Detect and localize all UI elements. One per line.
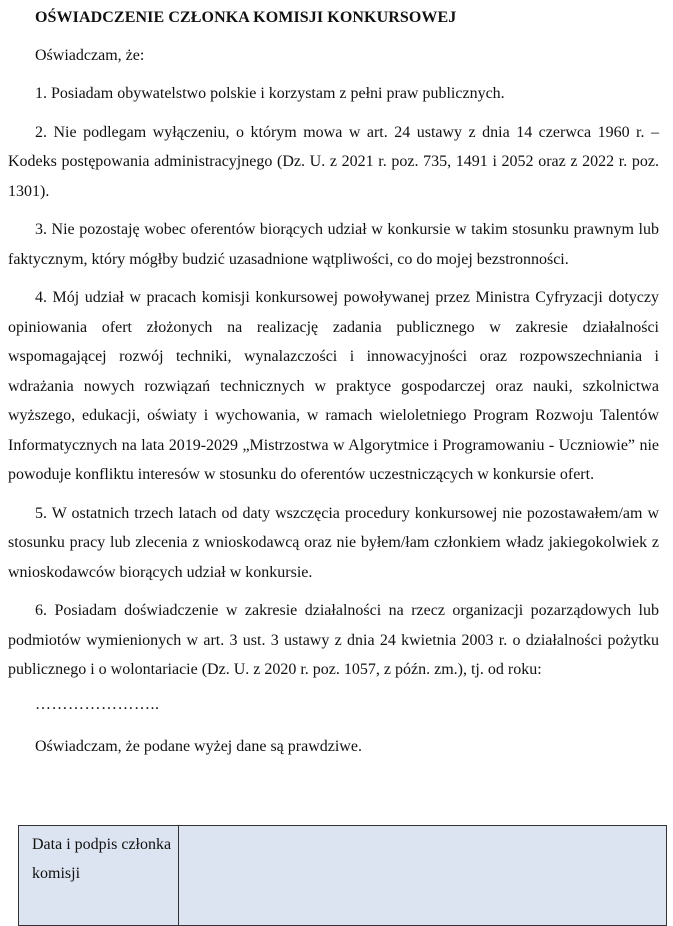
paragraph-5: 5. W ostatnich trzech latach od daty wszczęcia procedury konkursowej nie pozostawałem/am w stosunku pracy lub zlecenia z wnioskodawcą oraz nie byłem/łam członkiem władz jakiegokolwiek z wnioskodawców biorących udział w konkursie. bbox=[8, 504, 659, 581]
declaration-document bbox=[8, 0, 659, 757]
signature-label: Data i podpis członka komisji bbox=[19, 826, 179, 926]
paragraph-3: 3. Nie pozostaję wobec oferentów biorących udział w konkursie w takim stosunku prawnym lub faktycznym, który mógłby budzić uzasadnione wątpliwości, co do mojej bezstronności. bbox=[8, 221, 659, 268]
document-title: OŚWIADCZENIE CZŁONKA KOMISJI KONKURSOWEJ bbox=[35, 9, 457, 26]
signature-table bbox=[18, 825, 667, 926]
paragraph-1: 1. Posiadam obywatelstwo polskie i korzystam z pełni praw publicznych. bbox=[35, 85, 505, 102]
confirmation-text: Oświadczam, że podane wyżej dane są prawdziwe. bbox=[35, 737, 362, 755]
signature-row bbox=[19, 826, 667, 926]
signature-field[interactable] bbox=[179, 826, 667, 926]
intro-text: Oświadczam, że: bbox=[35, 47, 145, 64]
paragraph-2: 2. Nie podlegam wyłączeniu, o którym mowa w art. 24 ustawy z dnia 14 czerwca 1960 r. – Kodeks postępowania administracyjnego (Dz. U. z 2021 r. poz. 735, 1491 i 2052 oraz z 2022 r. poz. 1301). bbox=[8, 123, 659, 200]
paragraph-6: 6. Posiadam doświadczenie w zakresie działalności na rzecz organizacji pozarządowych lub podmiotów wymienionych w art. 3 ust. 3 ustawy z dnia 24 kwietnia 2003 r. o działalności pożytku publicznego i o wolontariacie (Dz. U. z 2020 r. poz. 1057, z późn. zm.), tj. od roku: bbox=[8, 602, 659, 678]
year-placeholder: ………………….. bbox=[35, 695, 160, 713]
paragraph-4: 4. Mój udział w pracach komisji konkursowej powoływanej przez Ministra Cyfryzacji dotyczy opiniowania ofert złożonych na realizację zadania publicznego w zakresie działalności wspomagającej rozwój techniki, wynalazczości i innowacyjności oraz rozpowszechniania i wdrażania nowych rozwiązań technicznych w praktyce gospodarczej oraz nauki, szkolnictwa wyższego, edukacji, oświaty i wychowania, w ramach wieloletniego Program Rozwoju Talentów Informatycznych na lata 2019-2029 „Mistrzostwa w Algorytmice i Programowaniu - Uczniowie” nie powoduje konfliktu interesów w stosunku do oferentów uczestniczących w konkursie ofert. bbox=[8, 289, 659, 483]
